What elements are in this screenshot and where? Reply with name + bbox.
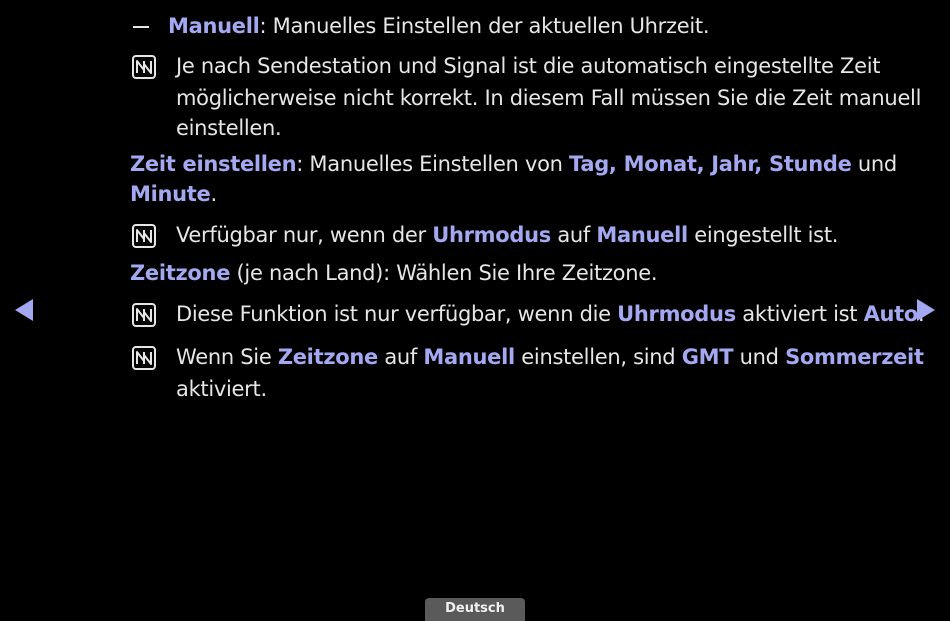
zeitzone-item [130,258,657,288]
zeit-einstellen-connector: und [851,152,897,176]
note2-connector: auf [550,223,597,247]
note4-line2: aktiviert. [176,377,267,401]
note3-line [176,299,924,329]
triangle-left-icon[interactable] [15,299,33,321]
manuell-term: Manuell [168,14,260,38]
zeitzone-description: (je nach Land): Wählen Sie Ihre Zeitzone. [230,261,658,285]
zeit-einstellen-line2 [130,179,217,209]
note4-text: Wenn Sie [176,345,278,369]
note4-sommerzeit: Sommerzeit [785,345,924,369]
zeit-einstellen-fields: Tag, Monat, Jahr, Stunde [569,152,852,176]
note-icon [132,303,156,327]
note1-line3: einstellen. [176,116,282,140]
note-icon [132,346,156,370]
note-icon [132,224,156,248]
language-tab[interactable]: Deutsch [425,598,525,621]
zeitzone-term: Zeitzone [130,261,231,285]
zeit-einstellen-item [130,149,897,179]
note1-line2: möglicherweise nicht korrekt. In diesem Fall müssen Sie die Zeit manuell [176,86,922,110]
note3-connector: aktiviert ist [735,302,864,326]
zeit-einstellen-text: : Manuelles Einstellen von [296,152,570,176]
note3-auto: Auto [863,302,919,326]
zeit-einstellen-term: Zeit einstellen [130,152,297,176]
note4-zeitzone: Zeitzone [277,345,378,369]
note2-line [176,220,838,250]
manuell-item [168,11,709,41]
zeit-einstellen-minute: Minute [130,182,211,206]
note2-manuell: Manuell [596,223,688,247]
dash-bullet-icon [133,26,149,28]
note3-text: Diese Funktion ist nur verfügbar, wenn die [176,302,618,326]
note4-line1 [176,342,924,372]
note4-manuell: Manuell [423,345,515,369]
manuell-description: : Manuelles Einstellen der aktuellen Uhrzeit. [259,14,710,38]
note3-uhrmodus: Uhrmodus [617,302,736,326]
note2-uhrmodus: Uhrmodus [432,223,551,247]
note4-connector3: und [733,345,786,369]
note4-connector2: einstellen, sind [514,345,682,369]
note1-line1: Je nach Sendestation und Signal ist die automatisch eingestellte Zeit [176,54,881,78]
note-icon [132,55,156,79]
note4-connector1: auf [377,345,424,369]
note4-gmt: GMT [681,345,734,369]
note3-end: . [918,302,925,326]
zeit-einstellen-period: . [210,182,217,206]
note2-end: eingestellt ist. [687,223,839,247]
triangle-right-icon[interactable] [917,299,935,321]
note2-text: Verfügbar nur, wenn der [176,223,433,247]
